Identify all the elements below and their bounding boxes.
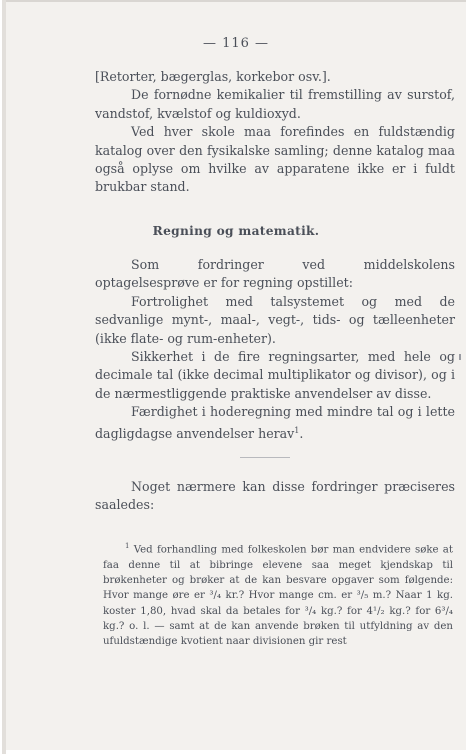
footnote-marker: 1 (125, 542, 130, 550)
closing-block (95, 478, 455, 515)
paragraph-requirements-intro: Som fordringer ved middelskolens optagelsesprøve er for regning opstillet: (95, 257, 455, 291)
book-page (6, 2, 466, 750)
paragraph-arithmetic: Sikkerhet i de fire regningsarter, med hele og decimale tal (ikke decimal multiplikator og divisor), og i de nærmestliggende praktiske anvendelser av disse. (95, 349, 455, 401)
paragraph-apparatus-list: [Retorter, bægerglas, korkebor osv.]. (95, 69, 331, 84)
paragraph-number-system: Fortrolighet med talsystemet og med de sedvanlige mynt-, maal-, vegt-, tids- og tælleenheter (ikke flate- og rum-enheter). (95, 293, 455, 346)
mental-arithmetic-period: . (299, 425, 304, 441)
section-body (95, 256, 455, 443)
paragraph-mental-arithmetic (95, 403, 455, 443)
paragraph-chemicals: De fornødne kemikalier til fremstilling av surstof, vandstof, kvælstof og kuldioxyd. (95, 87, 455, 121)
footnote-reference: 1 (294, 425, 300, 435)
footnote-paragraph (103, 539, 453, 649)
mental-arithmetic-text: Færdighet i hoderegning med mindre tal og i lette dagligdagse anvendelser herav (95, 404, 455, 441)
ink-mark (459, 354, 461, 360)
intro-block (95, 68, 455, 197)
section-heading: Regning og matematik. (152, 224, 320, 238)
footnote-text: Ved forhandling med folkeskolen bør man endvidere søke at faa denne til at bibringe elevene saa meget kjendskap til brøkenheter og brøker at de kan besvare opgaver som følgende: Hvor mange øre er ³/₄ kr.? Hvor mange cm. er ³/₅ m.? Naar 1 kg. koster 1,80, hvad skal da betales for ³/₄ kg.? for 4¹/₂ kg.? for 6³/₄ kg.? o. l. — samt at de kan anvende brøken til utfyldning av den ufuldstændige kvotient naar divisionen gir rest (103, 544, 453, 648)
separator-rule (240, 457, 290, 458)
paragraph-closing: Noget nærmere kan disse fordringer præciseres saaledes: (95, 479, 455, 513)
footnote (103, 539, 453, 649)
paragraph-catalog: Ved hver skole maa forefindes en fuldstændig katalog over den fysikalske samling; denne katalog maa også oplyse om hvilke av apparatene ikke er i fuldt brukbar stand. (95, 124, 455, 195)
page-number: — 116 — (202, 36, 270, 51)
